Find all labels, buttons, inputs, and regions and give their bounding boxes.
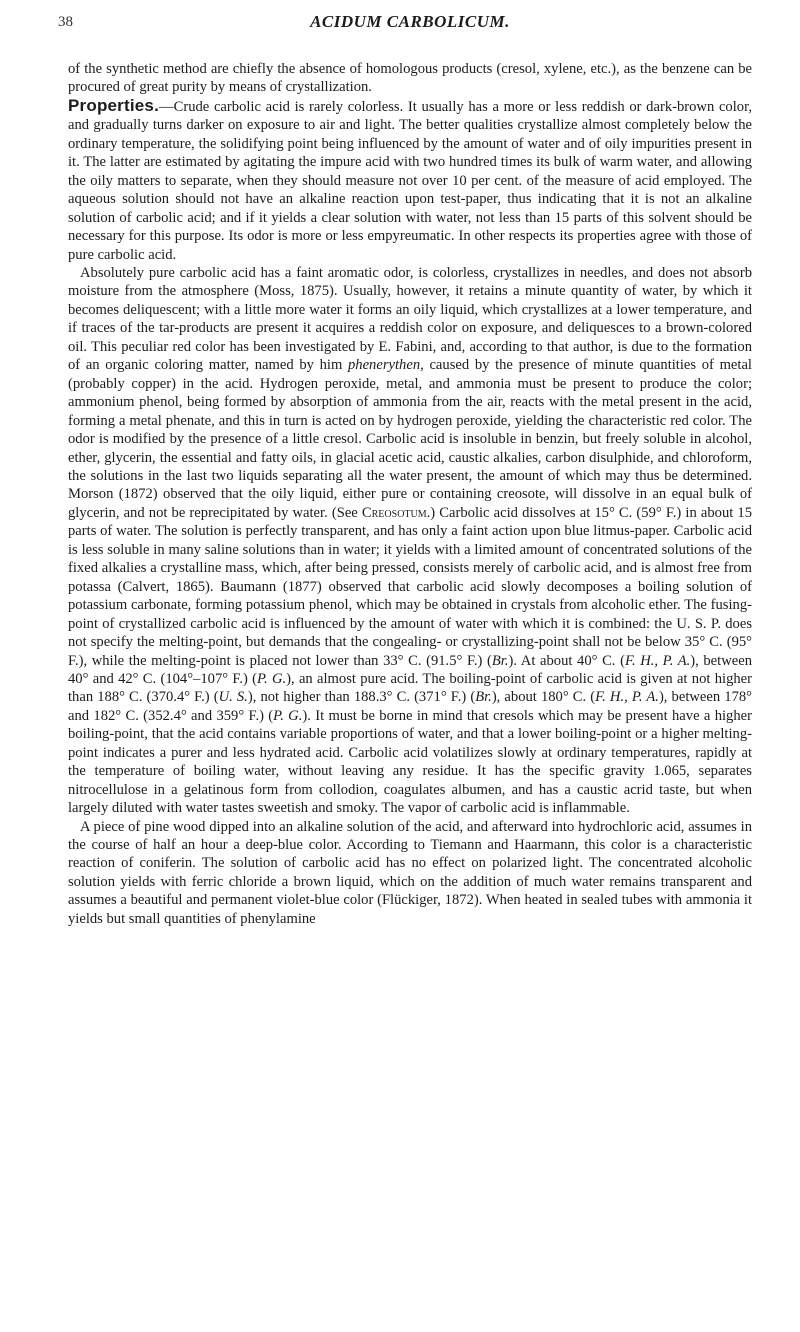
text-run: ), not higher than 188.3° C. (371° F.) ( (247, 689, 476, 706)
pharmacopoeia-ref: U. S. (218, 689, 248, 706)
text-run: ), between 40° and 42° C. (104°–107° F.) ( (68, 652, 753, 687)
text-run: ), between 178° and 182° C. (352.4° and 359° F.) ( (68, 689, 752, 724)
italic-term: phenerythen, (347, 357, 424, 374)
text-run: .) Carbolic acid dissolves at 15° C. (59° F.) in about 15 parts of water. The solution is perfectly transparent, and has only a faint action upon blue litmus-paper. Carbolic acid is less soluble in many saline solutions than in water; it yields with a limited amount of concentrated solutions of the fixed alkalies a crystalline mass, which, after being pressed, consists merely of carbolic acid, and is almost free from potassa (Calvert, 1865). Baumann (1877) observed that carbolic acid slowly decomposes a boiling solution of potassium carbonate, forming potassium phenol, which may be obtained in crystals from alcoholic ether. The fusing-point of crystallized carbolic acid is influenced by the amount of water with which it is combined: the U. S. P. does not specify the melting-point, but demands that the congealing- or crystallizing-point shall not be below 35° C. (95° F.), while the melting-point is placed not lower than 33° C. (91.5° F.) ( (68, 504, 753, 669)
body-text (68, 60, 752, 928)
paragraph-pure-acid (68, 264, 752, 818)
properties-text: —Crude carbolic acid is rarely colorless. It usually has a more or less reddish or dark-brown color, and gradually turns darker on exposure to air and light. The better qualities crystallize almost completely below the ordinary temperature, the solidifying point being influenced by the amount of water and of oily impurities present in it. The latter are estimated by agitating the impure acid with two hundred times its bulk of warm water, and allowing the oily matters to separate, when they should measure not over 10 per cent. of the measure of acid employed. The aqueous solution should not have an alkaline reaction upon test-paper, thus indicating that it is not an alkaline solution of carbolic acid; and if it yields a clear solution with water, not less than 15 parts of this solvent should be necessary for this purpose. Its odor is more or less empyreumatic. In other respects its properties agree with those of pure carbolic acid. (68, 98, 752, 263)
paragraph-intro: of the synthetic method are chiefly the absence of homologous products (cresol, xylene, etc.), as the benzene can be procured of great purity by means of crystallization. (68, 61, 752, 96)
text-run: ), about 180° C. ( (491, 689, 596, 706)
pharmacopoeia-ref: Br. (491, 652, 509, 669)
pharmacopoeia-ref: P. G. (273, 707, 303, 724)
cross-reference: Creosotum (361, 504, 427, 521)
section-heading-properties: Properties. (68, 95, 160, 115)
text-run: Absolutely pure carbolic acid has a faint aromatic odor, is colorless, crystallizes in needles, and does not absorb moisture from the atmosphere (Moss, 1875). Usually, however, it retains a minute quantity of water, by which it becomes deliquescent; with a little more water it forms an oily liquid, which crystallizes at a lower temperature, and if traces of the tar-products are present it acquires a reddish color on exposure, and deliquesces to a brown-colored oil. This peculiar red color has been investigated by E. Fabini, and, according to that author, is due to the formation of an organic coloring matter, named by him (68, 264, 752, 374)
document-page (58, 12, 753, 928)
page-number: 38 (58, 14, 73, 30)
text-run: ). At about 40° C. ( (508, 652, 625, 669)
pharmacopoeia-ref: Br. (475, 689, 492, 706)
pharmacopoeia-ref: F. H., P. A. (624, 652, 691, 669)
paragraph-properties (68, 97, 752, 264)
pharmacopoeia-ref: P. G. (256, 670, 287, 687)
page-header (58, 12, 752, 38)
text-run: ). It must be borne in mind that cresols which may be present have a higher boiling-point, that the acid contains variable proportions of water, and that a lower boiling-point or a higher melting-point indicates a purer and less hydrated acid. Carbolic acid volatilizes slowly at ordinary temperatures, rapidly at the temperature of boiling water, without leaving any residue. It has the specific gravity 1.065, separates nitrocellulose in a gelatinous form from collodion, coagulates albumen, and has a caustic acrid taste, but when largely diluted with water tastes sweetish and smoky. The vapor of carbolic acid is inflammable. (68, 707, 752, 817)
paragraph-pine-wood-test: A piece of pine wood dipped into an alkaline solution of the acid, and afterward into hydrochloric acid, assumes in the course of half an hour a deep-blue color. According to Tiemann and Haarmann, this color is a characteristic reaction of coniferin. The solution of carbolic acid has no effect on polarized light. The concentrated alcoholic solution yields with ferric chloride a brown liquid, which on the addition of much water remains transparent and assumes a beautiful and permanent violet-blue color (Flückiger, 1872). When heated in sealed tubes with ammonia it yields but small quantities of phenylamine (68, 818, 752, 927)
text-run: caused by the presence of minute quantities of metal (probably copper) in the acid. Hydrogen peroxide, metal, and ammonia must be present to produce the color; ammonium phenol, being formed by absorption of ammonia from the air, reacts with the metal present in the acid, forming a metal phenate, and this in turn is acted on by hydrogen peroxide, yielding the characteristic red color. The odor is modified by the presence of a little cresol. Carbolic acid is insoluble in benzin, but freely soluble in alcohol, ether, glycerin, the essential and fatty oils, in glacial acetic acid, caustic alkalies, carbon disulphide, and chloroform, the solutions in the last two liquids separating all the water present, the amount of which may thus be determined. Morson (1872) observed that the oily liquid, either pure or containing creosote, will dissolve in an equal bulk of glycerin, and not be reprecipitated by water. (See (68, 357, 752, 521)
running-head: ACIDUM CARBOLICUM. (310, 12, 510, 31)
text-run: ), an almost pure acid. The boiling-point of carbolic acid is given at not higher than 188° C. (370.4° F.) ( (68, 670, 752, 706)
pharmacopoeia-ref: F. H., P. A. (595, 689, 659, 706)
